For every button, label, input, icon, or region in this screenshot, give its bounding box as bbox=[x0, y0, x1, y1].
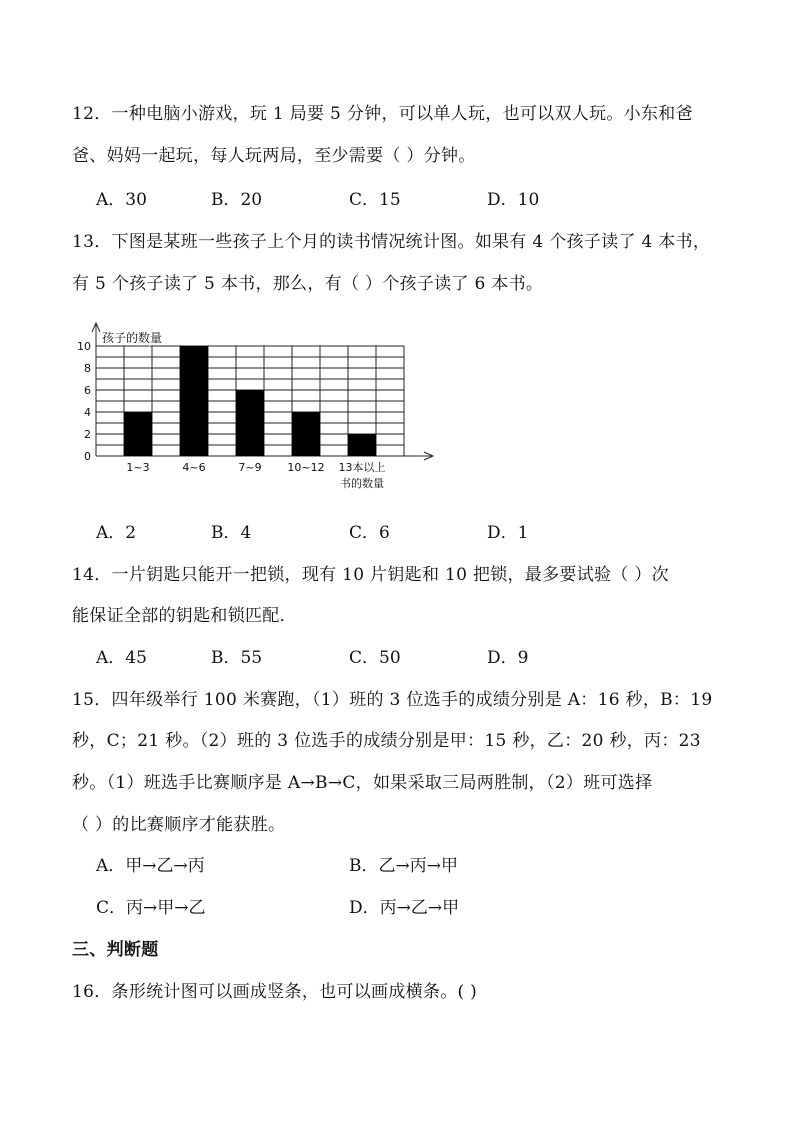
x-tick-label: 7~9 bbox=[238, 461, 262, 474]
q14-option-b[interactable]: B．55 bbox=[211, 648, 263, 668]
q12-option-d[interactable]: D．10 bbox=[487, 190, 540, 210]
q14-text-line1: 14．一片钥匙只能开一把锁，现有 10 片钥匙和 10 把锁，最多要试验（ ）次 bbox=[72, 565, 669, 585]
q16-text-line1: 16．条形统计图可以画成竖条，也可以画成横条。( ) bbox=[72, 982, 478, 1002]
reading-bar-chart bbox=[70, 320, 450, 500]
y-axis-label: 孩子的数量 bbox=[102, 331, 163, 345]
q12-text-line2: 爸、妈妈一起玩，每人玩两局，至少需要（ ）分钟。 bbox=[72, 146, 476, 166]
q12-text-line1: 12．一种电脑小游戏，玩 1 局要 5 分钟，可以单人玩，也可以双人玩。小东和爸 bbox=[72, 104, 693, 124]
q15-option-c[interactable]: C．丙→甲→乙 bbox=[96, 898, 206, 918]
x-tick-label: 4~6 bbox=[182, 461, 206, 474]
q14-option-a[interactable]: A．45 bbox=[96, 648, 147, 668]
x-axis-label-line2: 书的数量 bbox=[340, 477, 384, 490]
bar-13本以上 bbox=[348, 434, 376, 456]
q13-text-line1: 13．下图是某班一些孩子上个月的读书情况统计图。如果有 4 个孩子读了 4 本书， bbox=[72, 232, 711, 252]
q13-option-b[interactable]: B．4 bbox=[211, 523, 252, 543]
q15-option-a[interactable]: A．甲→乙→丙 bbox=[96, 856, 205, 876]
q13-option-c[interactable]: C．6 bbox=[349, 523, 390, 543]
q15-option-b[interactable]: B．乙→丙→甲 bbox=[349, 856, 458, 876]
q15-text-line3: 秒。（1）班选手比赛顺序是 A→B→C，如果采取三局两胜制，（2）班可选择 bbox=[72, 773, 653, 793]
q13-option-d[interactable]: D．1 bbox=[487, 523, 529, 543]
y-tick-label: 2 bbox=[84, 428, 91, 441]
y-tick-label: 0 bbox=[84, 450, 91, 463]
q14-option-d[interactable]: D．9 bbox=[487, 648, 529, 668]
y-tick-label: 10 bbox=[77, 340, 91, 353]
y-tick-label: 6 bbox=[84, 384, 91, 397]
x-axis-label-line1: 13本以上 bbox=[338, 461, 386, 474]
x-tick-label: 10~12 bbox=[287, 461, 325, 474]
q12-option-b[interactable]: B．20 bbox=[211, 190, 263, 210]
x-tick-label: 1~3 bbox=[126, 461, 150, 474]
bar-4~6 bbox=[180, 346, 208, 456]
q12-option-a[interactable]: A．30 bbox=[96, 190, 147, 210]
y-tick-label: 4 bbox=[84, 406, 91, 419]
q14-text-line2: 能保证全部的钥匙和锁匹配． bbox=[72, 606, 297, 626]
q15-text-line1: 15．四年级举行 100 米赛跑，（1）班的 3 位选手的成绩分别是 A：16 秒，B：19 bbox=[72, 690, 713, 710]
q14-option-c[interactable]: C．50 bbox=[349, 648, 401, 668]
q15-text-line2: 秒，C；21 秒。（2）班的 3 位选手的成绩分别是甲：15 秒，乙：20 秒，丙：23 bbox=[72, 731, 701, 751]
q15-text-line4: （ ）的比赛顺序才能获胜。 bbox=[72, 815, 286, 835]
bar-7~9 bbox=[236, 390, 264, 456]
q12-option-c[interactable]: C．15 bbox=[349, 190, 401, 210]
bar-10~12 bbox=[292, 412, 320, 456]
q15-option-d[interactable]: D．丙→乙→甲 bbox=[349, 898, 460, 918]
q13-text-line2: 有 5 个孩子读了 5 本书，那么，有（ ）个孩子读了 6 本书。 bbox=[72, 274, 544, 294]
q13-option-a[interactable]: A．2 bbox=[96, 523, 137, 543]
bar-1~3 bbox=[124, 412, 152, 456]
y-tick-label: 8 bbox=[84, 362, 91, 375]
section-heading: 三、判断题 bbox=[72, 940, 159, 960]
